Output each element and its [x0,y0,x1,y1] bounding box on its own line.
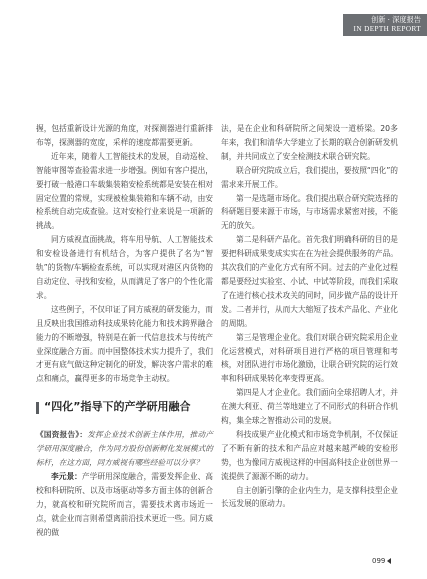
paragraph: 第四是人才企业化。我们面向全球招聘人才，并在澳大利亚、荷兰等地建立了不同形式的科研合作机构，集全球之智推动公司的发展。 [221,388,398,426]
paragraph: 这些例子，不仅印证了同方威视的研发能力，而且反映出我国推动科技成果转化能力和技术跨界融合能力的不断增强，特别是在新一代信息技术与传统产业深度融合方面。而中国整体技术实力提升了，我们才更有底气做这种定制化的研发，解决客户需求的难点和痛点，赢得更多的市场竞争主动权。 [36,304,213,384]
interview-answer: 李元景：产学研用深度融合，需要发挥企业、高校和科研院所、以及市场驱动等多方面主体的创新合力，就高校和研究院所而言，需要技术离市场近一点，就企业而言则希望离前沿技术更近一些。同方威视的做 [36,472,213,537]
paragraph: 近年来，随着人工智能技术的发展，自动巡检、智能审图等查验需求进一步增强。例如有客户提出，要打破一般港口车载集装箱安检系统都是安装在相对固定位置的常规，实现被检集装箱和车辆不动，由安检系统自动完成查验。这对安检行业来说是一项新的挑战。 [36,151,213,231]
paragraph: 法，是在企业和科研院所之间架设一道桥梁。20多年来，我们和清华大学建立了长期的联合创新研发机制，并共同成立了安全检测技术联合研究院。 [221,124,398,161]
header-line1: 创新 · 深度报告 [371,15,421,24]
paragraph: 联合研究院成立后，我们提出，要按照“四化”的需求来开展工作。 [221,165,398,189]
paragraph: 第三是管理企业化。我们对联合研究院采用企业化运营模式，对科研项目进行严格的项目管理和考核，对团队进行市场化激励，让联合研究院的运行效率和科研成果转化率变得更高。 [221,332,398,384]
header-line2: IN DEPTH REPORT [353,25,421,33]
left-column [36,122,213,540]
paragraph: 同方威视直面挑战，将车用导航、人工智能技术和安检设备进行有机结合，为客户提供了名为“智轨”的货物/车辆检查系统，可以实现对港区内货物的自动定位、寻找和安检，从而满足了客户的个性化需求。 [36,235,213,300]
paragraph: 第二是科研产品化。首先我们明确科研的目的是要把科研成果变成实实在在为社会提供服务的产品。其次我们的产业化方式有所不同。过去的产业化过程都是要经过实验室、小试、中试等阶段，而我们采取了在进行核心技术攻关的同时，同步做产品的设计开发。二者并行，从而大大缩短了技术产品化、产业化的周期。 [221,235,398,328]
interview-question: 《国资报告》：发挥企业技术创新主体作用，推动产学研用深度融合，作为同方股份创新孵化发展模式的标杆，在这方面，同方威视有哪些经验可以分享？ [36,430,213,468]
paragraph: 自主创新引擎的企业内生力，是支撑科技型企业长远发展的原动力。 [221,485,398,509]
question-label: 《国资报告》： [36,430,88,440]
paragraph: 第一是选题市场化。我们提出联合研究院选择的科研题目要来源于市场，与市场需求紧密对接，不能无的放矢。 [221,193,398,231]
paragraph: 科技成果产业化模式和市场竞争机制，不仅保证了不断有新的技术和产品应对越来越严峻的安检形势，也为像同方威视这样的中国高科技企业创世界一流提供了源源不断的动力。 [221,429,398,481]
page-marker-icon [387,558,391,564]
section-bar [36,402,39,414]
page-number: 099 [372,557,391,565]
paragraph: 握，包括重新设计光源的角度，对探测器进行重新排布等，探测器的宽度，采样的速度都需要更新。 [36,124,213,147]
section-title: “四化”指导下的产学研用融合 [44,400,191,414]
section-header-tag [343,14,427,36]
right-column [221,122,398,511]
speaker-name: 李元景： [51,472,82,482]
section-heading [36,396,213,422]
